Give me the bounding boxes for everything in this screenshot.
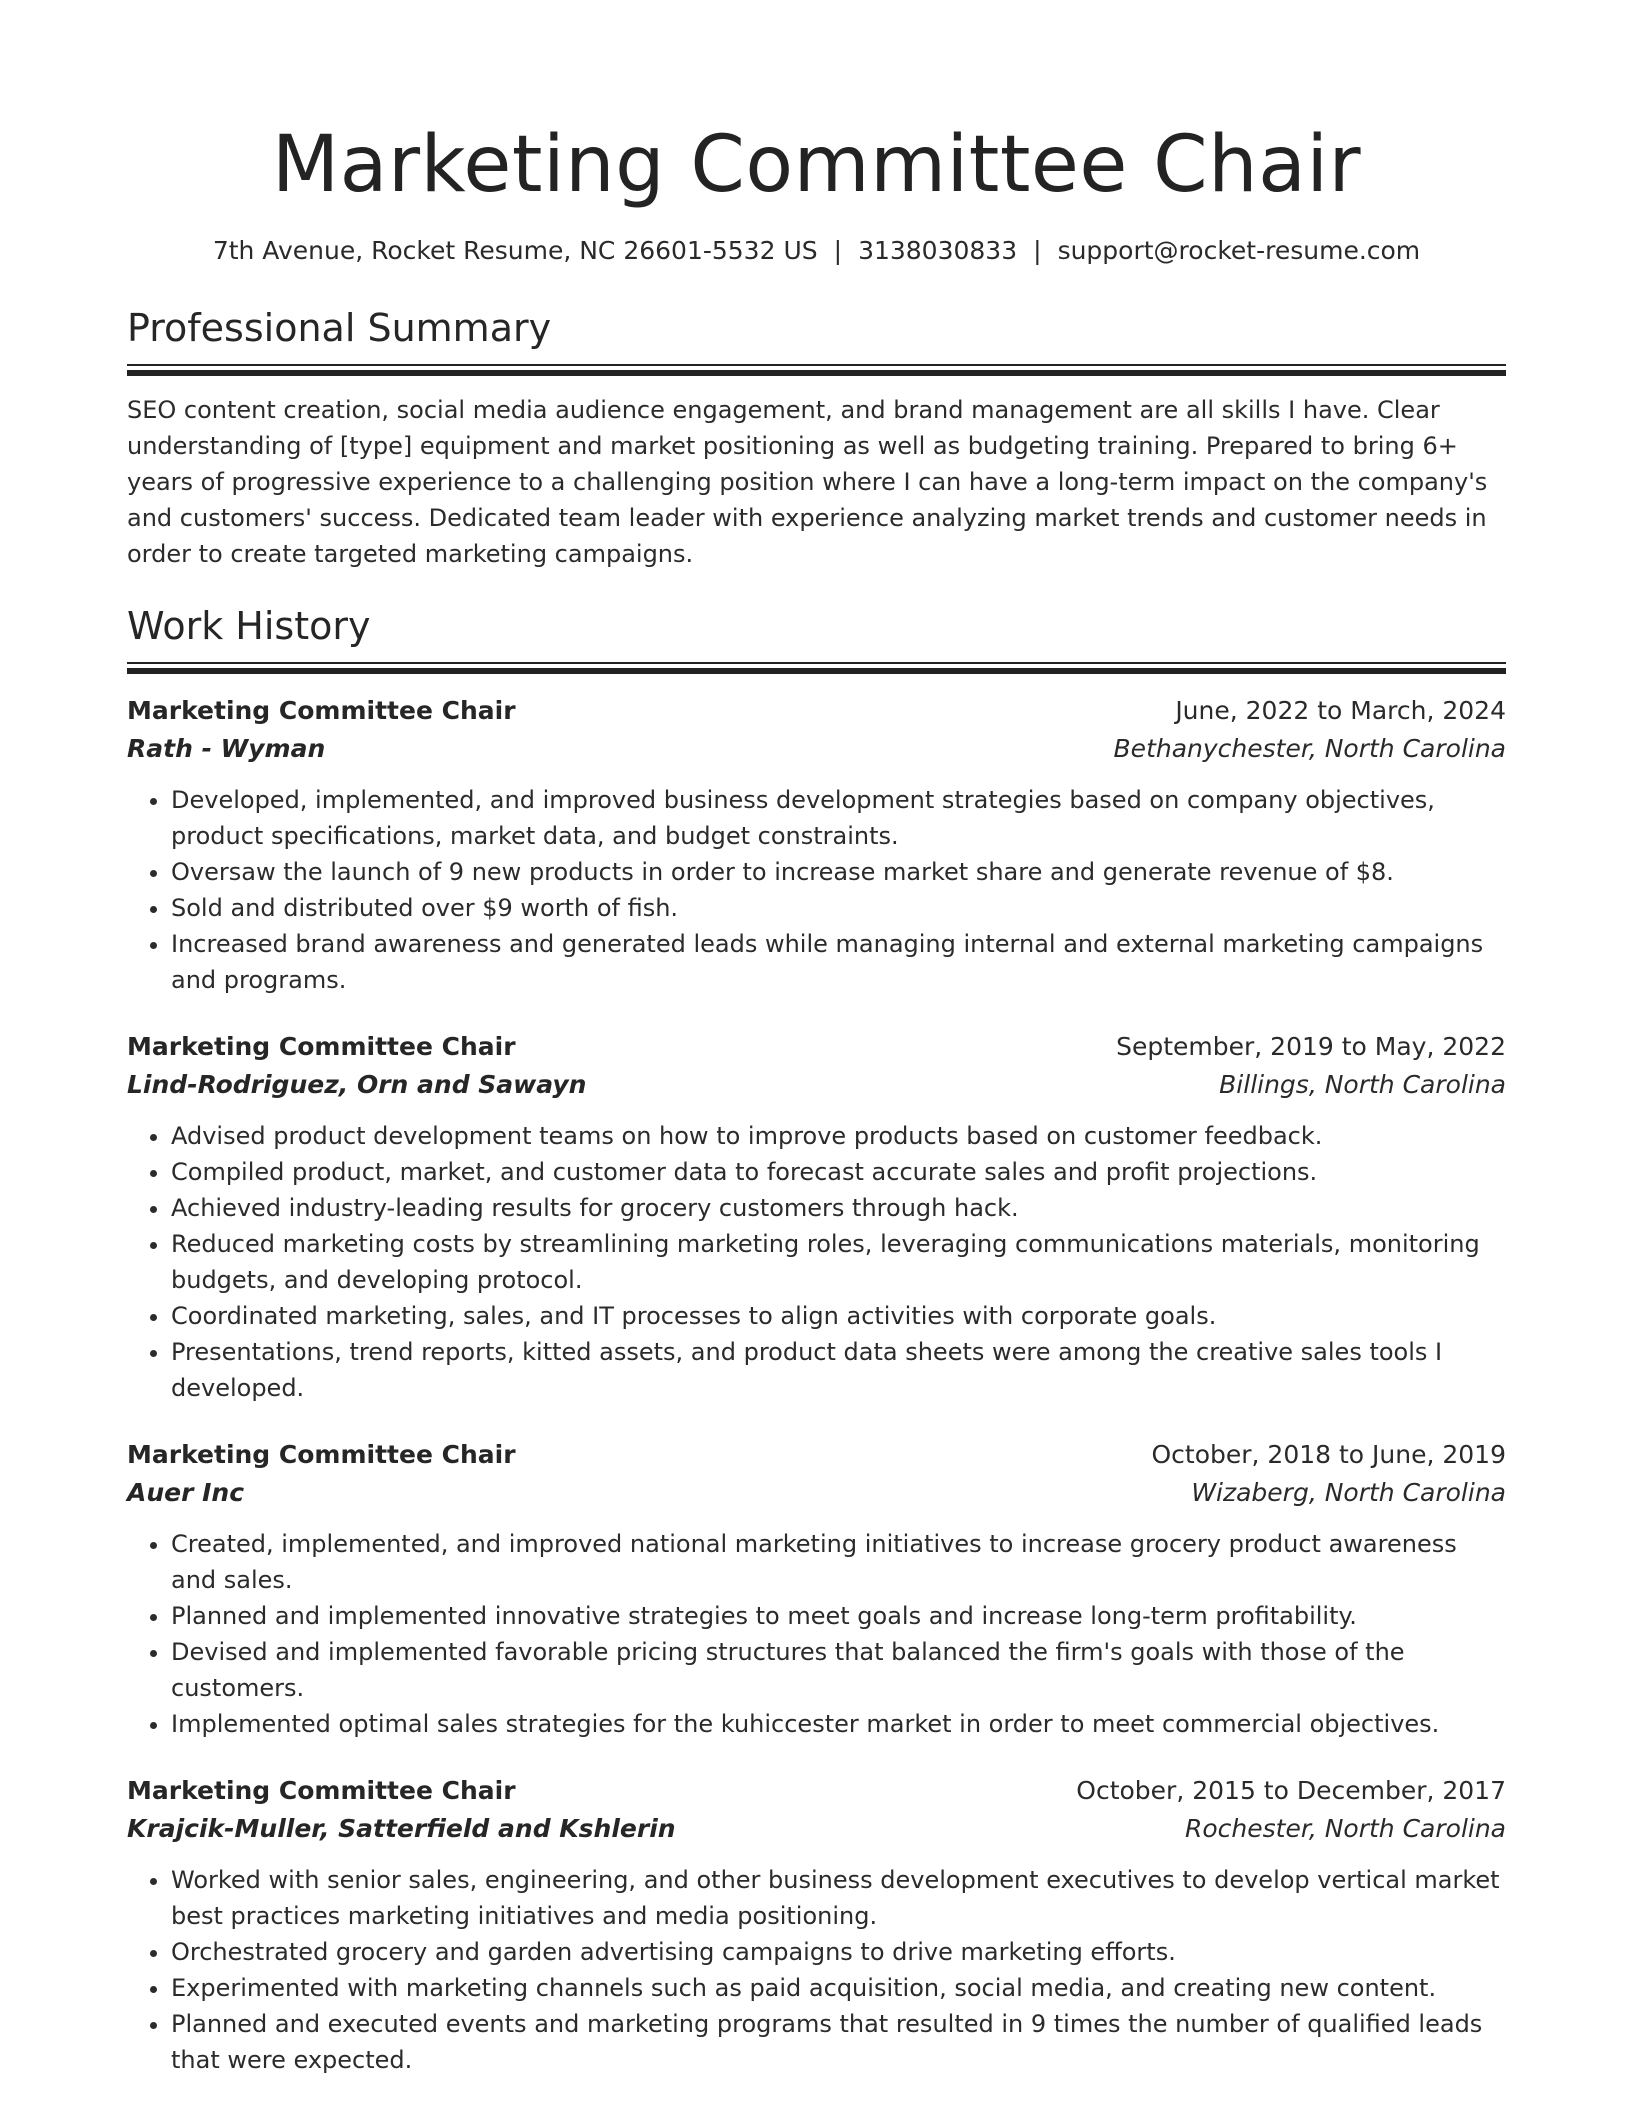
job-location: Billings, North Carolina xyxy=(1219,1070,1506,1099)
job-location: Rochester, North Carolina xyxy=(1185,1814,1506,1843)
job-bullets xyxy=(127,782,1506,998)
job-bullets xyxy=(127,1862,1506,2078)
job-bullets xyxy=(127,1526,1506,1742)
contact-address: 7th Avenue, Rocket Resume, NC 26601-5532 US xyxy=(212,236,818,265)
job-title: Marketing Committee Chair xyxy=(127,1776,516,1805)
summary-heading: Professional Summary xyxy=(127,306,552,350)
job-bullet: • Reduced marketing costs by streamlining marketing roles, leveraging communications materials, monitoring budgets, and developing protocol. xyxy=(171,1226,1506,1298)
job-bullet: • Orchestrated grocery and garden advertising campaigns to drive marketing efforts. xyxy=(171,1934,1506,1970)
job-company: Auer Inc xyxy=(127,1478,245,1507)
job-title: Marketing Committee Chair xyxy=(127,1440,516,1469)
job-bullet: • Sold and distributed over $9 worth of fish. xyxy=(171,890,1506,926)
contact-line xyxy=(127,234,1506,268)
job-company: Krajcik-Muller, Satterfield and Kshlerin xyxy=(127,1814,676,1843)
job-location: Bethanychester, North Carolina xyxy=(1113,734,1506,763)
job-company-row xyxy=(127,1810,1506,1848)
job-bullet: • Achieved industry-leading results for grocery customers through hack. xyxy=(171,1190,1506,1226)
job-title: Marketing Committee Chair xyxy=(127,696,516,725)
job-title: Marketing Committee Chair xyxy=(127,1032,516,1061)
job-bullet: • Planned and executed events and marketing programs that resulted in 9 times the number of qualified leads that were expected. xyxy=(171,2006,1506,2078)
contact-email: support@rocket-resume.com xyxy=(1057,236,1421,265)
contact-separator: | xyxy=(833,236,843,265)
job-bullet: • Increased brand awareness and generated leads while managing internal and external marketing campaigns and programs. xyxy=(171,926,1506,998)
job-bullet: • Oversaw the launch of 9 new products in order to increase market share and generate revenue of $8. xyxy=(171,854,1506,890)
job-dates: June, 2022 to March, 2024 xyxy=(1175,696,1506,725)
job-bullet: • Planned and implemented innovative strategies to meet goals and increase long-term profitability. xyxy=(171,1598,1506,1634)
job-bullets xyxy=(127,1118,1506,1406)
work-history-heading: Work History xyxy=(127,604,371,648)
job-header-row xyxy=(127,692,1506,730)
job-bullet: • Devised and implemented favorable pricing structures that balanced the firm's goals with those of the customers. xyxy=(171,1634,1506,1706)
job-bullet: • Developed, implemented, and improved business development strategies based on company objectives, product specifications, market data, and budget constraints. xyxy=(171,782,1506,854)
job-bullet: • Implemented optimal sales strategies for the kuhiccester market in order to meet commercial objectives. xyxy=(171,1706,1506,1742)
summary-text: SEO content creation, social media audience engagement, and brand management are all skills I have. Clear understanding of [type] equipment and market positioning as well as budgeting training. Prepared to bring 6+ years of progressive experience to a challenging position where I can have a long-term impact on the company's and customers' success. Dedicated team leader with experience analyzing market trends and customer needs in order to create targeted marketing campaigns. xyxy=(127,396,1488,568)
job-bullet: • Experimented with marketing channels such as paid acquisition, social media, and creating new content. xyxy=(171,1970,1506,2006)
job-bullet: • Advised product development teams on how to improve products based on customer feedback. xyxy=(171,1118,1506,1154)
job-company-row xyxy=(127,1066,1506,1104)
job-bullet: • Worked with senior sales, engineering, and other business development executives to develop vertical market best practices marketing initiatives and media positioning. xyxy=(171,1862,1506,1934)
job-dates: September, 2019 to May, 2022 xyxy=(1116,1032,1506,1061)
job-dates: October, 2015 to December, 2017 xyxy=(1076,1776,1506,1805)
job-bullet: • Compiled product, market, and customer data to forecast accurate sales and profit projections. xyxy=(171,1154,1506,1190)
job-header-row xyxy=(127,1772,1506,1810)
job-bullet: • Created, implemented, and improved national marketing initiatives to increase grocery product awareness and sales. xyxy=(171,1526,1506,1598)
section-divider xyxy=(127,662,1506,674)
job-header-row xyxy=(127,1436,1506,1474)
job-entry xyxy=(127,1436,1506,1742)
job-bullet: • Coordinated marketing, sales, and IT processes to align activities with corporate goals. xyxy=(171,1298,1506,1334)
section-divider xyxy=(127,364,1506,376)
job-company-row xyxy=(127,1474,1506,1512)
job-entry xyxy=(127,1772,1506,2078)
job-location: Wizaberg, North Carolina xyxy=(1191,1478,1506,1507)
contact-separator: | xyxy=(1033,236,1042,265)
job-bullet: • Presentations, trend reports, kitted assets, and product data sheets were among the creative sales tools I developed. xyxy=(171,1334,1506,1406)
job-company: Rath - Wyman xyxy=(127,734,326,763)
job-dates: October, 2018 to June, 2019 xyxy=(1151,1440,1506,1469)
resume-name: Marketing Committee Chair xyxy=(271,120,1362,210)
job-header-row xyxy=(127,1028,1506,1066)
job-entry xyxy=(127,692,1506,998)
job-company: Lind-Rodriguez, Orn and Sawayn xyxy=(127,1070,587,1099)
job-company-row xyxy=(127,730,1506,768)
contact-phone: 3138030833 xyxy=(858,236,1018,265)
job-entry xyxy=(127,1028,1506,1406)
